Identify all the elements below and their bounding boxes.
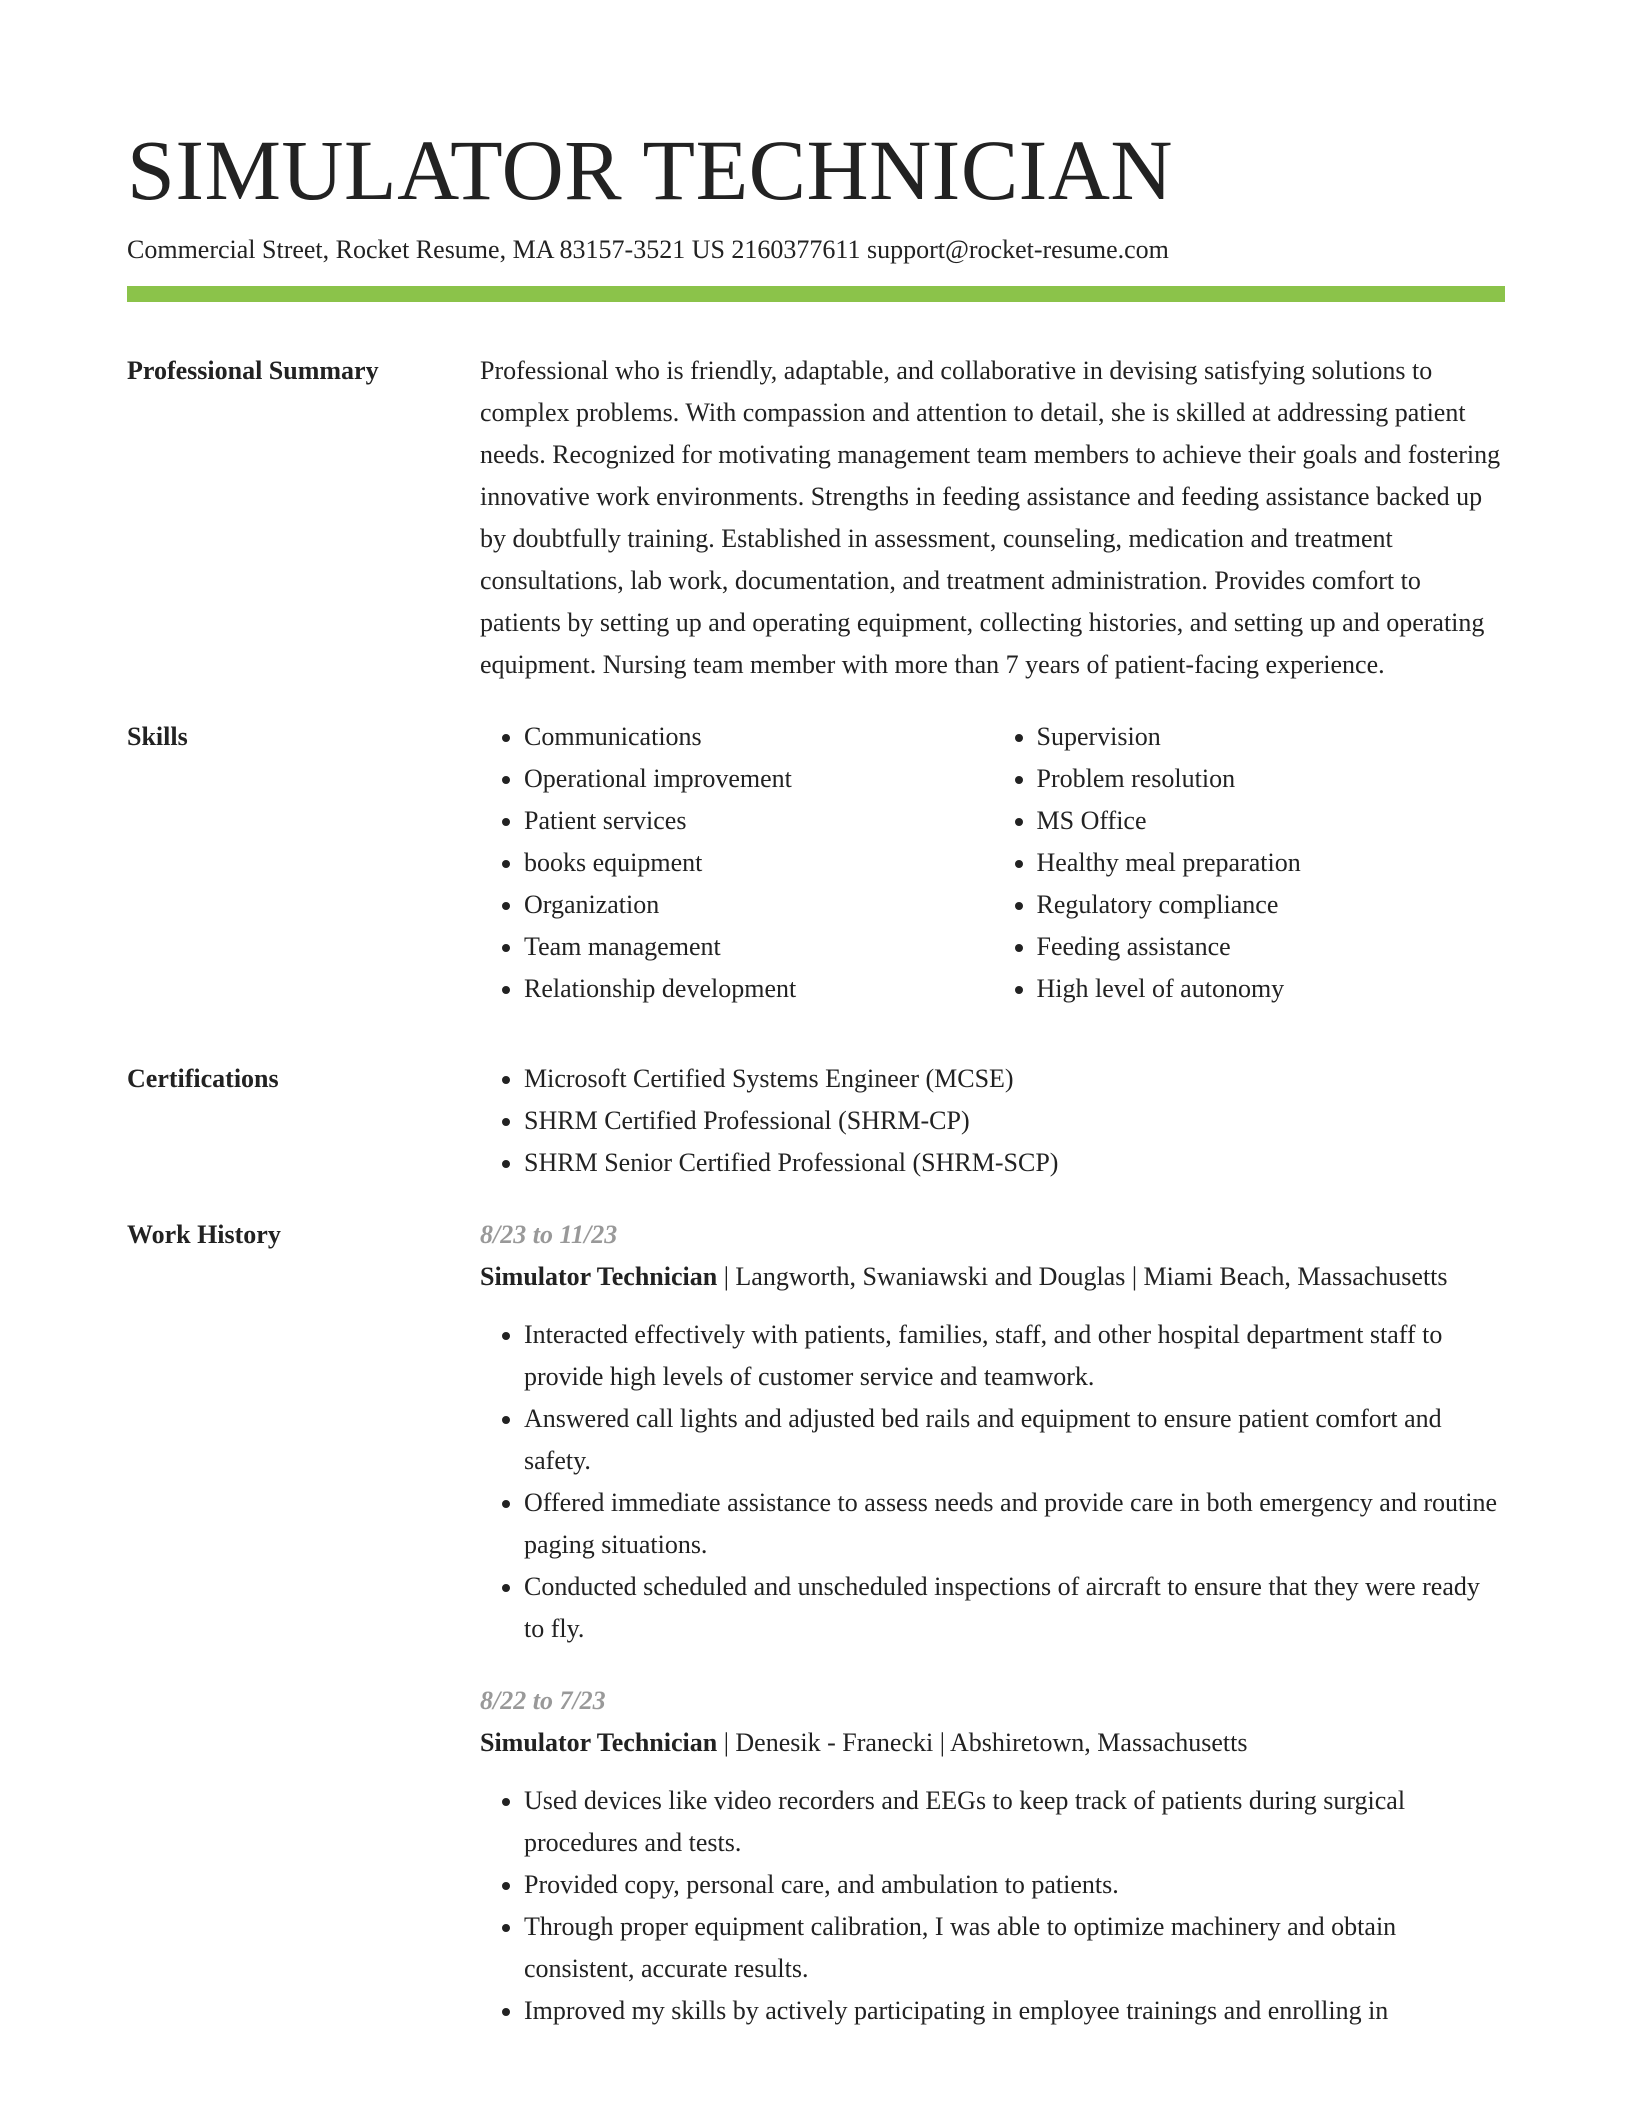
certification-item: • SHRM Certified Professional (SHRM-CP) [524,1100,1505,1142]
skill-item: • Feeding assistance [1037,926,1506,968]
job-bullet: • Provided copy, personal care, and ambulation to patients. [524,1864,1505,1906]
skill-item: • Team management [524,926,993,968]
skill-item: • Healthy meal preparation [1037,842,1506,884]
skill-item: • High level of autonomy [1037,968,1506,1010]
job-bullet: • Offered immediate assistance to assess needs and provide care in both emergency and routine paging situations. [524,1482,1505,1566]
job-dates: 8/22 to 7/23 [480,1686,606,1715]
skill-item: • MS Office [1037,800,1506,842]
skill-item: • Organization [524,884,993,926]
certifications-heading: Certifications [127,1064,279,1093]
job-bullet: • Through proper equipment calibration, I was able to optimize machinery and obtain consistent, accurate results. [524,1906,1505,1990]
skill-item: • Regulatory compliance [1037,884,1506,926]
skill-item: • Communications [524,716,993,758]
job-heading [480,1722,1505,1764]
certification-item: • SHRM Senior Certified Professional (SHRM-SCP) [524,1142,1505,1184]
job-entry [480,1214,1505,1650]
skills-list-right [993,716,1506,1010]
skill-item: • books equipment [524,842,993,884]
certifications-section [127,1058,1505,1184]
job-title: Simulator Technician [480,1728,718,1757]
candidate-name: SIMULATOR TECHNICIAN [127,122,1174,218]
certifications-list [480,1058,1505,1184]
summary-text: Professional who is friendly, adaptable, and collaborative in devising satisfying solutions to complex problems. With compassion and attention to detail, she is skilled at addressing patient needs. Recognized for motivating management team members to achieve their goals and fostering innovative work environments. Strengths in feeding assistance and feeding assistance backed up by doubtfully training. Established in assessment, counseling, medication and treatment consultations, lab work, documentation, and treatment administration. Provides comfort to patients by setting up and operating equipment, collecting histories, and setting up and operating equipment. Nursing team member with more than 7 years of patient-facing experience. [480,356,1501,679]
summary-section [127,350,1505,686]
job-bullets [480,1780,1505,2032]
contact-line: Commercial Street, Rocket Resume, MA 83157-3521 US 2160377611 support@rocket-resume.com [127,235,1169,264]
job-heading [480,1256,1505,1298]
resume-page [127,120,1505,2062]
job-bullet: • Improved my skills by actively participating in employee trainings and enrolling in [524,1990,1505,2032]
job-bullet: • Interacted effectively with patients, families, staff, and other hospital department staff to provide high levels of customer service and teamwork. [524,1314,1505,1398]
skills-heading: Skills [127,722,188,751]
skill-item: • Supervision [1037,716,1506,758]
header-accent-rule [127,286,1505,302]
summary-heading: Professional Summary [127,356,379,385]
job-dates: 8/23 to 11/23 [480,1220,618,1249]
skill-item: • Relationship development [524,968,993,1010]
job-bullet: • Answered call lights and adjusted bed rails and equipment to ensure patient comfort and safety. [524,1398,1505,1482]
certification-item: • Microsoft Certified Systems Engineer (MCSE) [524,1058,1505,1100]
job-bullet: • Conducted scheduled and unscheduled inspections of aircraft to ensure that they were ready to fly. [524,1566,1505,1650]
skill-item: • Patient services [524,800,993,842]
job-bullet: • Used devices like video recorders and EEGs to keep track of patients during surgical procedures and tests. [524,1780,1505,1864]
skill-item: • Problem resolution [1037,758,1506,800]
skill-item: • Operational improvement [524,758,993,800]
job-title: Simulator Technician [480,1262,718,1291]
skills-list-left [480,716,993,1010]
work-history-section [127,1214,1505,2062]
job-bullets [480,1314,1505,1650]
job-entry [480,1680,1505,2032]
job-details: | Langworth, Swaniawski and Douglas | Miami Beach, Massachusetts [717,1262,1448,1291]
job-details: | Denesik - Franecki | Abshiretown, Massachusetts [717,1728,1248,1757]
work-history-heading: Work History [127,1220,281,1249]
skills-section [127,716,1505,1010]
